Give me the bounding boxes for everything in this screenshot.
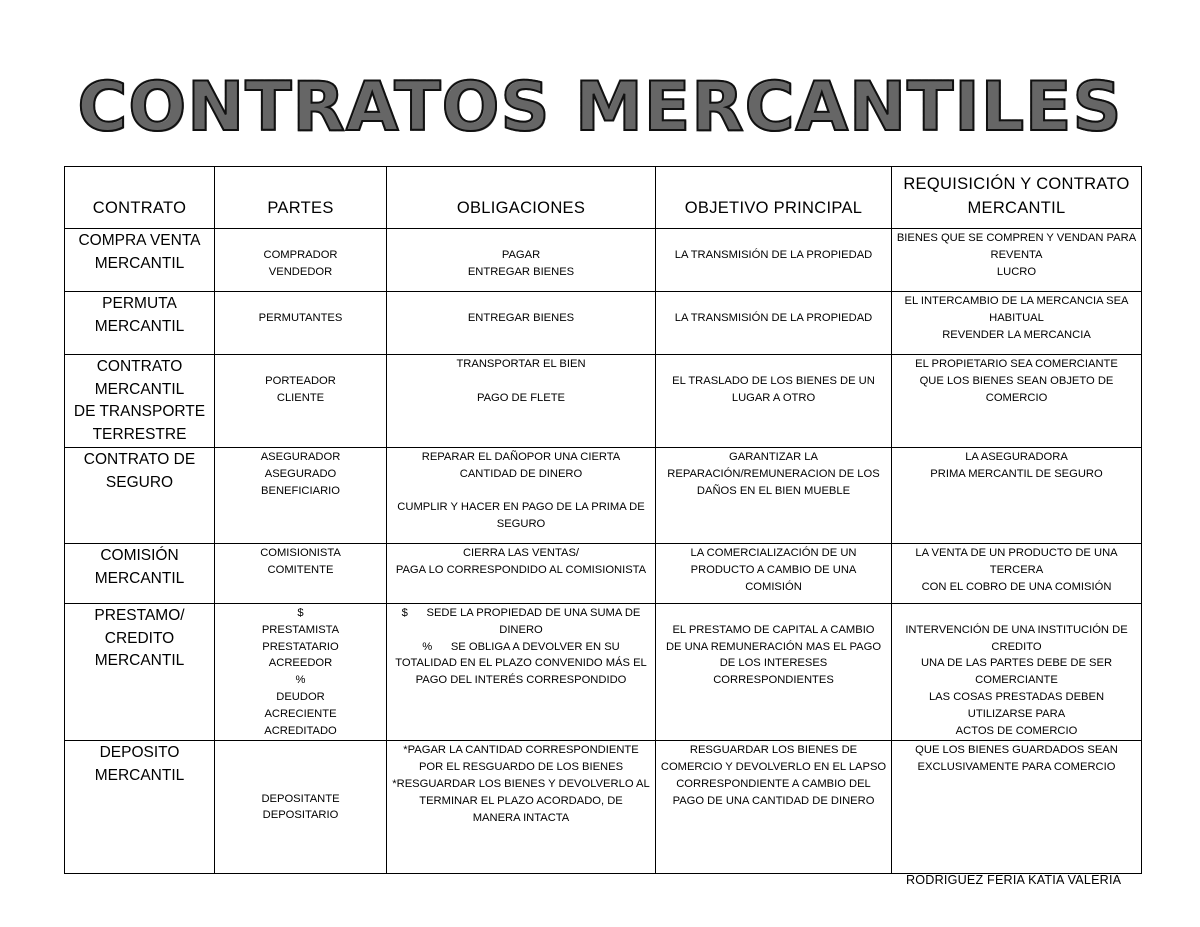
table-row bbox=[65, 355, 1142, 448]
cell-requisicion: BIENES QUE SE COMPREN Y VENDAN PARA REVENTA LUCRO bbox=[892, 229, 1142, 292]
cell-requisicion: INTERVENCIÓN DE UNA INSTITUCIÓN DE CREDITO UNA DE LAS PARTES DEBE DE SER COMERCIANTE LAS COSAS PRESTADAS DEBEN UTILIZARSE PARA ACTOS DE COMERCIO bbox=[892, 604, 1142, 741]
table-row bbox=[65, 741, 1142, 874]
cell-partes: ASEGURADOR ASEGURADO BENEFICIARIO bbox=[215, 448, 387, 544]
cell-partes: DEPOSITANTE DEPOSITARIO bbox=[215, 741, 387, 874]
cell-contrato: PERMUTA MERCANTIL bbox=[65, 292, 215, 355]
cell-objetivo: LA TRANSMISIÓN DE LA PROPIEDAD bbox=[656, 292, 892, 355]
cell-objetivo: LA COMERCIALIZACIÓN DE UN PRODUCTO A CAMBIO DE UNA COMISIÓN bbox=[656, 544, 892, 604]
cell-objetivo: LA TRANSMISIÓN DE LA PROPIEDAD bbox=[656, 229, 892, 292]
cell-partes: COMPRADOR VENDEDOR bbox=[215, 229, 387, 292]
header-obligaciones: OBLIGACIONES bbox=[387, 167, 656, 229]
cell-requisicion: QUE LOS BIENES GUARDADOS SEAN EXCLUSIVAMENTE PARA COMERCIO bbox=[892, 741, 1142, 874]
cell-obligaciones: *PAGAR LA CANTIDAD CORRESPONDIENTE POR EL RESGUARDO DE LOS BIENES *RESGUARDAR LOS BIENES Y DEVOLVERLO AL TERMINAR EL PLAZO ACORDADO, DE MANERA INTACTA bbox=[387, 741, 656, 874]
cell-objetivo: EL PRESTAMO DE CAPITAL A CAMBIO DE UNA REMUNERACIÓN MAS EL PAGO DE LOS INTERESES CORRESPONDIENTES bbox=[656, 604, 892, 741]
cell-partes: COMISIONISTA COMITENTE bbox=[215, 544, 387, 604]
cell-contrato: COMPRA VENTA MERCANTIL bbox=[65, 229, 215, 292]
cell-obligaciones: ENTREGAR BIENES bbox=[387, 292, 656, 355]
header-requisicion: REQUISICIÓN Y CONTRATO MERCANTIL bbox=[892, 167, 1142, 229]
cell-objetivo: GARANTIZAR LA REPARACIÓN/REMUNERACION DE LOS DAÑOS EN EL BIEN MUEBLE bbox=[656, 448, 892, 544]
table-row bbox=[65, 292, 1142, 355]
cell-obligaciones: $ SEDE LA PROPIEDAD DE UNA SUMA DE DINERO % SE OBLIGA A DEVOLVER EN SU TOTALIDAD EN EL PLAZO CONVENIDO MÁS EL PAGO DEL INTERÉS CORRESPONDIDO bbox=[387, 604, 656, 741]
cell-partes: PORTEADOR CLIENTE bbox=[215, 355, 387, 448]
table-row bbox=[65, 604, 1142, 741]
table-row bbox=[65, 229, 1142, 292]
cell-obligaciones: CIERRA LAS VENTAS/ PAGA LO CORRESPONDIDO AL COMISIONISTA bbox=[387, 544, 656, 604]
author-name: RODRIGUEZ FERIA KATIA VALERIA bbox=[906, 873, 1122, 887]
cell-objetivo: EL TRASLADO DE LOS BIENES DE UN LUGAR A OTRO bbox=[656, 355, 892, 448]
cell-partes: $ PRESTAMISTA PRESTATARIO ACREEDOR % DEUDOR ACRECIENTE ACREDITADO bbox=[215, 604, 387, 741]
cell-requisicion: EL PROPIETARIO SEA COMERCIANTE QUE LOS BIENES SEAN OBJETO DE COMERCIO bbox=[892, 355, 1142, 448]
cell-contrato: CONTRATO MERCANTIL DE TRANSPORTE TERRESTRE bbox=[65, 355, 215, 448]
cell-requisicion: EL INTERCAMBIO DE LA MERCANCIA SEA HABITUAL REVENDER LA MERCANCIA bbox=[892, 292, 1142, 355]
cell-contrato: DEPOSITO MERCANTIL bbox=[65, 741, 215, 874]
table-row bbox=[65, 544, 1142, 604]
contracts-table bbox=[64, 166, 1142, 874]
page-title: CONTRATOS MERCANTILES bbox=[0, 72, 1200, 144]
header-contrato: CONTRATO bbox=[65, 167, 215, 229]
cell-contrato: COMISIÓN MERCANTIL bbox=[65, 544, 215, 604]
table-row bbox=[65, 448, 1142, 544]
cell-partes: PERMUTANTES bbox=[215, 292, 387, 355]
cell-requisicion: LA VENTA DE UN PRODUCTO DE UNA TERCERA CON EL COBRO DE UNA COMISIÓN bbox=[892, 544, 1142, 604]
cell-contrato: PRESTAMO/ CREDITO MERCANTIL bbox=[65, 604, 215, 741]
cell-objetivo: RESGUARDAR LOS BIENES DE COMERCIO Y DEVOLVERLO EN EL LAPSO CORRESPONDIENTE A CAMBIO DEL PAGO DE UNA CANTIDAD DE DINERO bbox=[656, 741, 892, 874]
cell-requisicion: LA ASEGURADORA PRIMA MERCANTIL DE SEGURO bbox=[892, 448, 1142, 544]
cell-obligaciones: TRANSPORTAR EL BIEN PAGO DE FLETE bbox=[387, 355, 656, 448]
header-row bbox=[65, 167, 1142, 229]
cell-contrato: CONTRATO DE SEGURO bbox=[65, 448, 215, 544]
header-partes: PARTES bbox=[215, 167, 387, 229]
cell-obligaciones: REPARAR EL DAÑOPOR UNA CIERTA CANTIDAD DE DINERO CUMPLIR Y HACER EN PAGO DE LA PRIMA DE SEGURO bbox=[387, 448, 656, 544]
header-objetivo: OBJETIVO PRINCIPAL bbox=[656, 167, 892, 229]
cell-obligaciones: PAGAR ENTREGAR BIENES bbox=[387, 229, 656, 292]
